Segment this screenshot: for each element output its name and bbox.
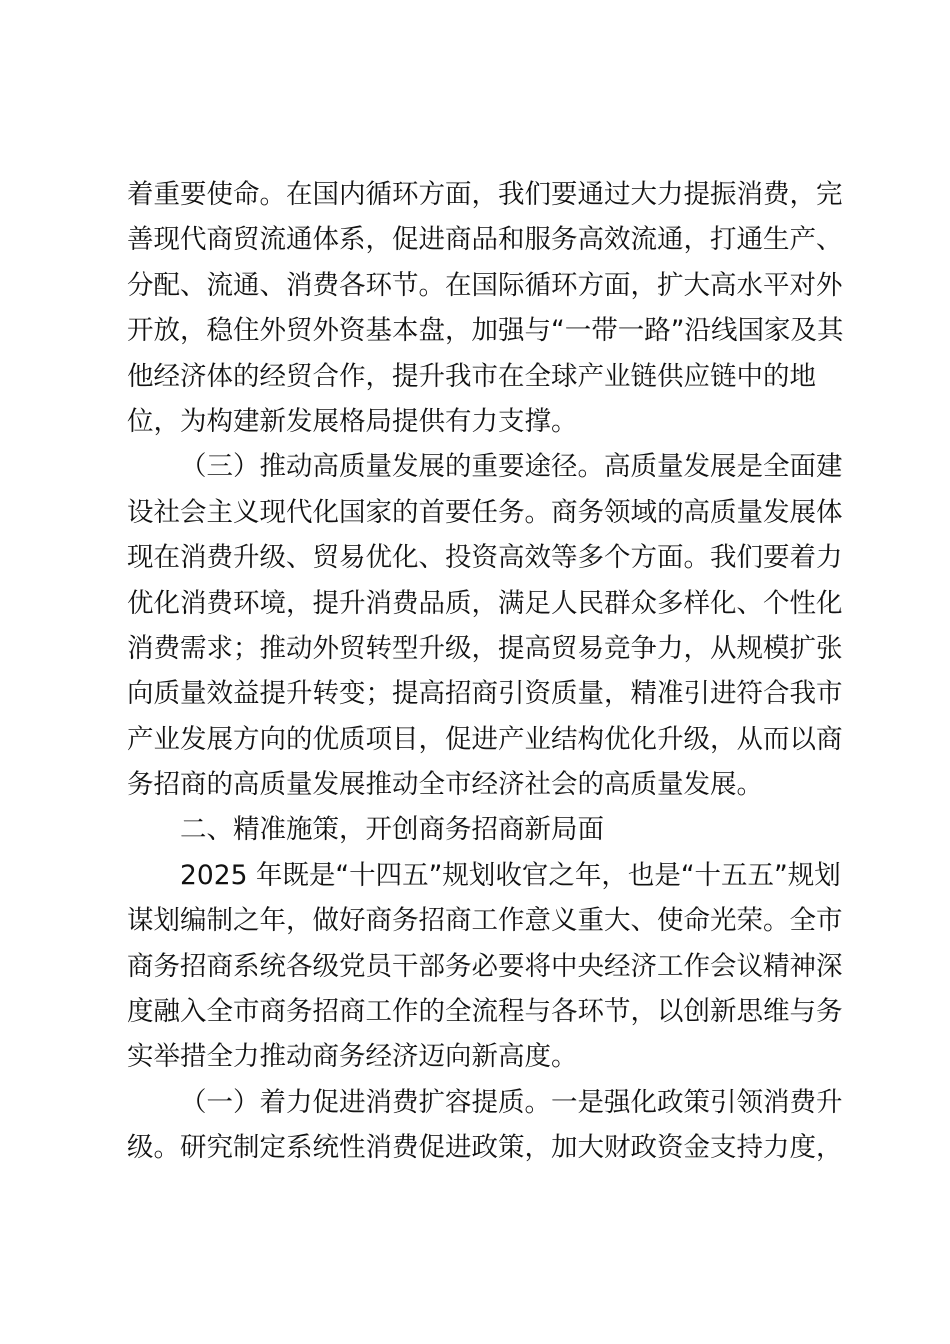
text-line: 优化消费环境，提升消费品质，满足人民群众多样化、个性化 bbox=[127, 587, 843, 619]
text-line: 善现代商贸流通体系，促进商品和服务高效流通，打通生产、 bbox=[127, 224, 843, 256]
text-line: 消费需求；推动外贸转型升级，提高贸易竞争力，从规模扩张 bbox=[127, 632, 843, 664]
text-line: 开放，稳住外贸外资基本盘，加强与“一带一路”沿线国家及其 bbox=[127, 315, 844, 347]
subheading-line: （三）推动高质量发展的重要途径。高质量发展是全面建 bbox=[180, 451, 843, 483]
text-line: 向质量效益提升转变；提高招商引资质量，精准引进符合我市 bbox=[127, 678, 843, 710]
text-line: 商务招商系统各级党员干部务必要将中央经济工作会议精神深 bbox=[127, 950, 843, 982]
subheading-line: （一）着力促进消费扩容提质。一是强化政策引领消费升 bbox=[180, 1086, 843, 1118]
text-line: 务招商的高质量发展推动全市经济社会的高质量发展。 bbox=[127, 769, 763, 801]
text-line: 他经济体的经贸合作，提升我市在全球产业链供应链中的地 bbox=[127, 360, 816, 392]
text-line: 现在消费升级、贸易优化、投资高效等多个方面。我们要着力 bbox=[127, 542, 843, 574]
document-body bbox=[127, 172, 844, 1171]
text-line: 级。研究制定系统性消费促进政策，加大财政资金支持力度， bbox=[127, 1132, 843, 1164]
text-line: 设社会主义现代化国家的首要任务。商务领域的高质量发展体 bbox=[127, 496, 843, 528]
text-line: 位，为构建新发展格局提供有力支撑。 bbox=[127, 405, 578, 437]
text-line: 产业发展方向的优质项目，促进产业结构优化升级，从而以商 bbox=[127, 723, 843, 755]
section-heading: 二、精准施策，开创商务招商新局面 bbox=[180, 814, 604, 846]
text-line: 谋划编制之年，做好商务招商工作意义重大、使命光荣。全市 bbox=[127, 905, 843, 937]
text-line: 实举措全力推动商务经济迈向新高度。 bbox=[127, 1041, 578, 1073]
text-line: 2025 年既是“十四五”规划收官之年，也是“十五五”规划 bbox=[180, 859, 841, 891]
text-line: 着重要使命。在国内循环方面，我们要通过大力提振消费，完 bbox=[127, 179, 843, 210]
text-line: 度融入全市商务招商工作的全流程与各环节，以创新思维与务 bbox=[127, 996, 843, 1028]
text-line: 分配、流通、消费各环节。在国际循环方面，扩大高水平对外 bbox=[127, 269, 843, 301]
